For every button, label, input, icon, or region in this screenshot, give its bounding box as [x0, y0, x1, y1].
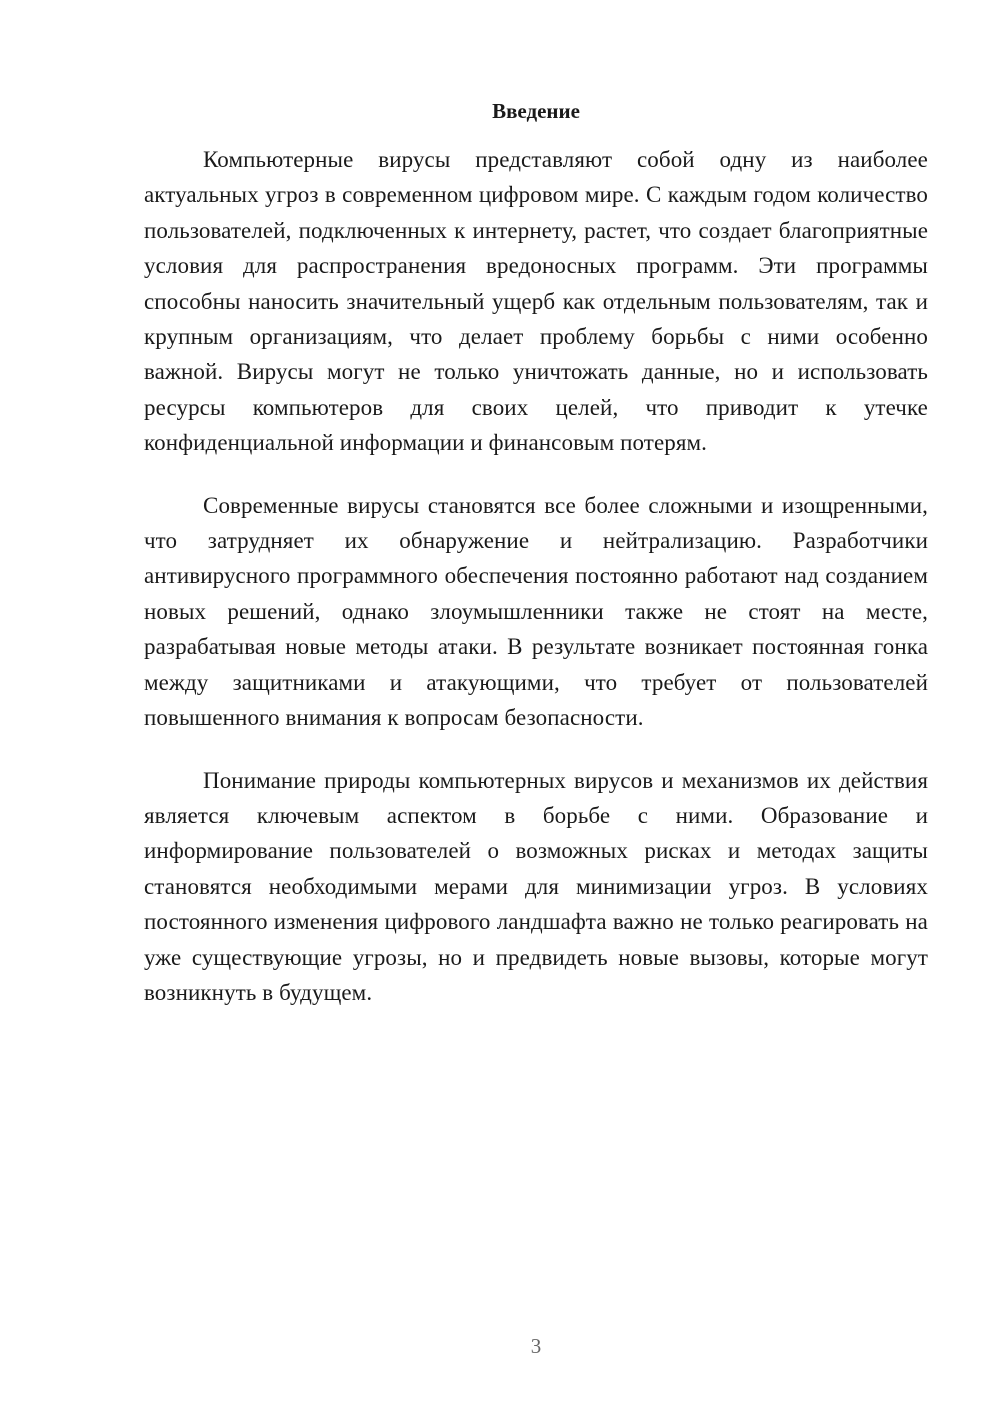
paragraph-3: Понимание природы компьютерных вирусов и механизмов их действия является ключевым аспектом в борьбе с ними. Образование и информирование пользователей о возможных рисках и методах защиты становятся необходимыми мерами для минимизации угроз. В условиях постоянного изменения цифрового ландшафта важно не только реагировать на уже существующие угрозы, но и предвидеть новые вызовы, которые могут возникнуть в будущем.	[144, 767, 928, 1005]
paragraph-2: Современные вирусы становятся все более сложными и изощренными, что затрудняет их обнаружение и нейтрализацию. Разработчики антивирусного программного обеспечения постоянно работают над созданием новых решений, однако злоумышленники также не стоят на месте, разрабатывая новые методы атаки. В результате возникает постоянная гонка между защитниками и атакующими, что требует от пользователей повышенного внимания к вопросам безопасности.	[144, 492, 928, 731]
page-number: 3	[530, 1334, 542, 1358]
body-text	[144, 142, 928, 1037]
paragraph-1: Компьютерные вирусы представляют собой одну из наиболее актуальных угроз в современном цифровом мире. С каждым годом количество пользователей, подключенных к интернету, растет, что создает благоприятные условия для распространения вредоносных программ. Эти программы способны наносить значительный ущерб как отдельным пользователям, так и крупным организациям, что делает проблему борьбы с ними особенно важной. Вирусы могут не только уничтожать данные, но и использовать ресурсы компьютеров для своих целей, что приводит к утечке конфиденциальной информации и финансовым потерям.	[144, 147, 928, 456]
section-heading: Введение	[492, 99, 580, 123]
